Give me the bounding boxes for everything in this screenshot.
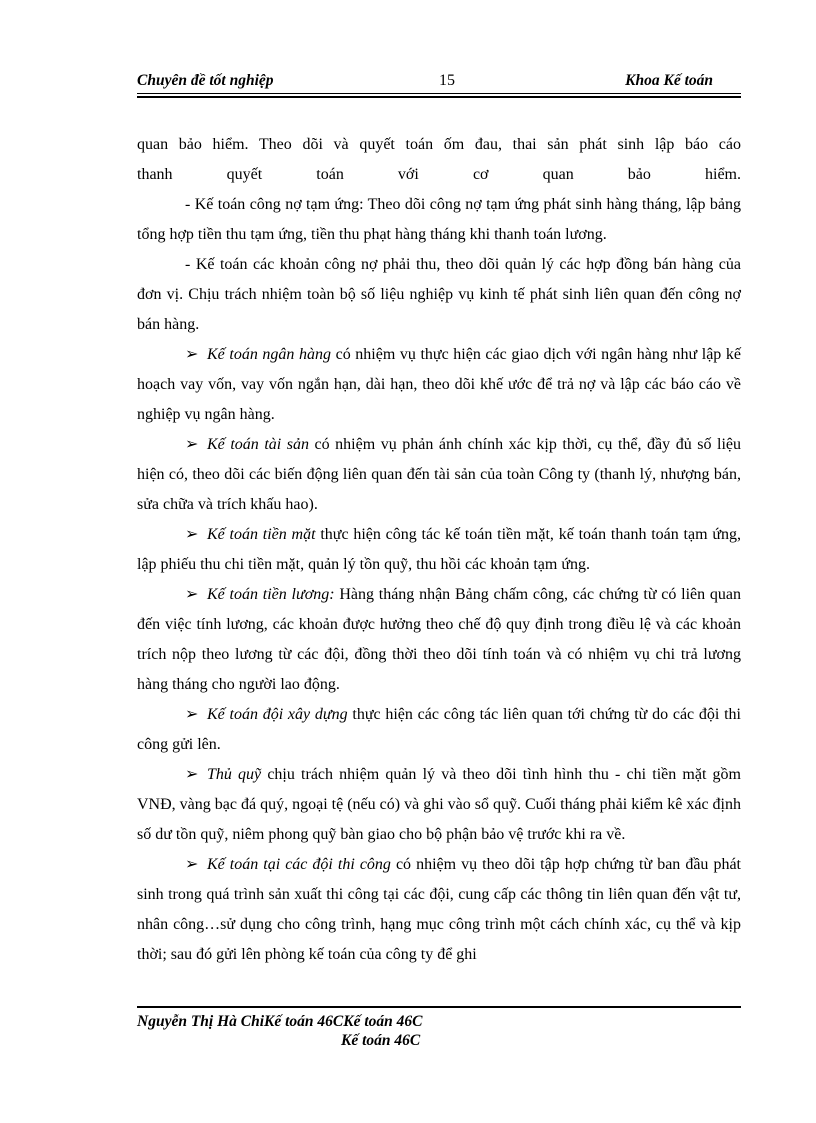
paragraph-receivables: - Kế toán các khoản công nợ phải thu, theo dõi quản lý các hợp đồng bán hàng của đơn vị. Chịu trách nhiệm toàn bộ số liệu nghiệp vụ kinh tế phát sinh liên quan đến công nợ bán hàng.	[137, 256, 741, 333]
bullet-label: Kế toán tiền lương:	[207, 586, 335, 603]
bullet-construction-team-accounting	[137, 700, 741, 760]
footer-rule	[137, 1006, 741, 1008]
bullet-treasurer	[137, 760, 741, 850]
bullet-payroll-accounting	[137, 580, 741, 700]
paragraph-receivable-advances: - Kế toán công nợ tạm ứng: Theo dõi công nợ tạm ứng phát sinh hàng tháng, lập bảng tổng hợp tiền thu tạm ứng, tiền thu phạt hàng tháng khi thanh toán lương.	[137, 196, 741, 243]
bullet-text: có nhiệm vụ thực hiện các giao dịch với ngân hàng như lập kế hoạch vay vốn, vay vốn ngắn hạn, dài hạn, theo dõi khế ước để trả nợ và lập các báo cáo về nghiệp vụ ngân hàng.	[137, 346, 741, 423]
bullet-cash-accounting	[137, 520, 741, 580]
page-footer	[137, 1012, 741, 1050]
bullet-arrow-icon: ➢	[185, 526, 199, 543]
bullet-label: Kế toán tại các đội thi công	[207, 856, 391, 873]
footer-author-line: Nguyễn Thị Hà ChiKế toán 46CKế toán 46C	[137, 1013, 423, 1030]
bullet-arrow-icon: ➢	[185, 706, 199, 723]
bullet-arrow-icon: ➢	[185, 766, 199, 783]
page-number: 15	[439, 72, 455, 89]
bullet-arrow-icon: ➢	[185, 436, 199, 453]
bullet-text: thực hiện các công tác liên quan tới chứng từ do các đội thi công gửi lên.	[137, 706, 742, 753]
paragraph-1-line-1: quan bảo hiểm. Theo dõi và quyết toán ốm đau, thai sản phát sinh lập báo cáo	[137, 136, 741, 153]
bullet-text: có nhiệm vụ theo dõi tập hợp chứng từ ban đầu phát sinh trong quá trình sản xuất thi công tại các đội, cung cấp các thông tin liên quan đến vật tư, nhân công…sử dụng cho công trình, hạng mục công trình một cách chính xác, cụ thể và kịp thời; sau đó gửi lên phòng kế toán của công ty để ghi	[137, 856, 742, 963]
paragraph-1-line-2: thanh quyết toán với cơ quan bảo hiểm.	[137, 166, 741, 183]
bullet-text: Hàng tháng nhận Bảng chấm công, các chứng từ có liên quan đến việc tính lương, các khoản được hưởng theo chế độ quy định trong điều lệ và các khoản trích nộp theo lương từ các đội, đồng thời theo dõi tính toán và có nhiệm vụ chi trả lương hàng tháng cho người lao động.	[137, 586, 742, 693]
page-body	[137, 130, 741, 970]
bullet-label: Kế toán đội xây dựng	[207, 706, 348, 723]
bullet-site-team-accounting	[137, 850, 741, 970]
page-header	[137, 72, 741, 92]
header-rule-thin	[137, 93, 741, 94]
bullet-arrow-icon: ➢	[185, 586, 199, 603]
bullet-label: Kế toán ngân hàng	[207, 346, 331, 363]
header-title: Chuyên đề tốt nghiệp	[137, 72, 274, 89]
header-department: Khoa Kế toán	[625, 72, 713, 89]
footer-class-line: Kế toán 46C	[341, 1032, 421, 1049]
bullet-asset-accounting	[137, 430, 741, 520]
bullet-arrow-icon: ➢	[185, 856, 199, 873]
bullet-label: Thủ quỹ	[207, 766, 262, 783]
bullet-label: Kế toán tài sản	[207, 436, 309, 453]
bullet-text: có nhiệm vụ phản ánh chính xác kịp thời, cụ thể, đầy đủ số liệu hiện có, theo dõi các biến động liên quan đến tài sản của toàn Công ty (thanh lý, nhượng bán, sửa chữa và trích khấu hao).	[137, 436, 741, 513]
bullet-text: thực hiện công tác kế toán tiền mặt, kế toán thanh toán tạm ứng, lập phiếu thu chi tiền mặt, quản lý tồn quỹ, thu hồi các khoản tạm ứng.	[137, 526, 741, 573]
header-rule-thick	[137, 96, 741, 98]
bullet-arrow-icon: ➢	[185, 346, 199, 363]
bullet-bank-accounting	[137, 340, 741, 430]
bullet-text: chịu trách nhiệm quản lý và theo dõi tình hình thu - chi tiền mặt gồm VNĐ, vàng bạc đá quý, ngoại tệ (nếu có) và ghi vào sổ quỹ. Cuối tháng phải kiểm kê xác định số dư tồn quỹ, niêm phong quỹ bàn giao cho bộ phận bảo vệ trước khi ra về.	[137, 766, 742, 843]
bullet-label: Kế toán tiền mặt	[207, 526, 316, 543]
